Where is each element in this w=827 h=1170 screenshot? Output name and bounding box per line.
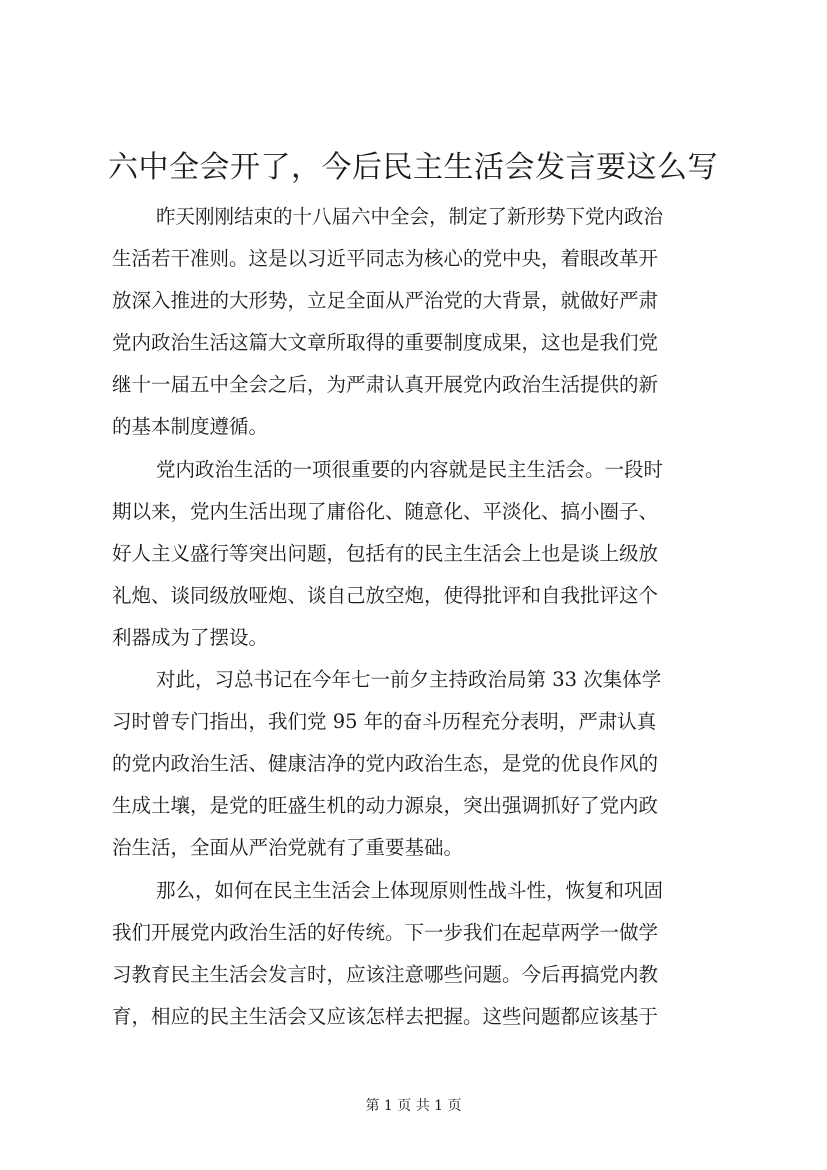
paragraph-2 xyxy=(112,449,752,659)
text-line: 的党内政治生活、健康洁净的党内政治生态，是党的优良作风的 xyxy=(112,752,659,776)
text-line: 党内政治生活的一项很重要的内容就是民主生活会。一段时 xyxy=(156,457,664,481)
text-line: 我们开展党内政治生活的好传统。下一步我们在起草两学一做学 xyxy=(112,920,659,944)
text-line: 生成土壤，是党的旺盛生机的动力源泉，突出强调抓好了党内政 xyxy=(112,794,659,818)
text-line: 对此，习总书记在今年七一前夕主持政治局第 33 次集体学 xyxy=(156,668,662,692)
text-line: 生活若干准则。这是以习近平同志为核心的党中央，着眼改革开 xyxy=(112,247,659,271)
text-line: 好人主义盛行等突出问题，包括有的民主生活会上也是谈上级放 xyxy=(112,541,659,565)
paragraph-3 xyxy=(112,659,752,869)
text-line: 继十一届五中全会之后，为严肃认真开展党内政治生活提供的新 xyxy=(112,373,659,397)
text-line: 期以来，党内生活出现了庸俗化、随意化、平淡化、搞小圈子、 xyxy=(112,499,659,523)
paragraph-4 xyxy=(112,870,752,1038)
text-line: 治生活，全面从严治党就有了重要基础。 xyxy=(112,836,464,860)
text-line: 礼炮、谈同级放哑炮、谈自己放空炮，使得批评和自我批评这个 xyxy=(112,583,659,607)
text-line: 利器成为了摆设。 xyxy=(112,625,269,649)
page-footer: 第 1 页 共 1 页 xyxy=(365,1098,462,1114)
text-line: 育，相应的民主生活会又应该怎样去把握。这些问题都应该基于 xyxy=(112,1004,659,1028)
text-line: 习时曾专门指出，我们党 95 年的奋斗历程充分表明，严肃认真 xyxy=(112,710,657,734)
document-title: 六中全会开了，今后民主生活会发言要这么写 xyxy=(108,150,718,185)
text-line: 放深入推进的大形势，立足全面从严治党的大背景，就做好严肃 xyxy=(112,289,659,313)
text-line: 昨天刚刚结束的十八届六中全会，制定了新形势下党内政治 xyxy=(156,205,664,228)
text-line: 党内政治生活这篇大文章所取得的重要制度成果，这也是我们党 xyxy=(112,331,659,355)
text-line: 的基本制度遵循。 xyxy=(112,415,269,439)
paragraph-1 xyxy=(112,196,752,449)
text-line: 那么，如何在民主生活会上体现原则性战斗性，恢复和巩固 xyxy=(156,878,664,902)
document-body xyxy=(112,196,752,1038)
text-line: 习教育民主生活会发言时，应该注意哪些问题。今后再搞党内教 xyxy=(112,962,659,986)
